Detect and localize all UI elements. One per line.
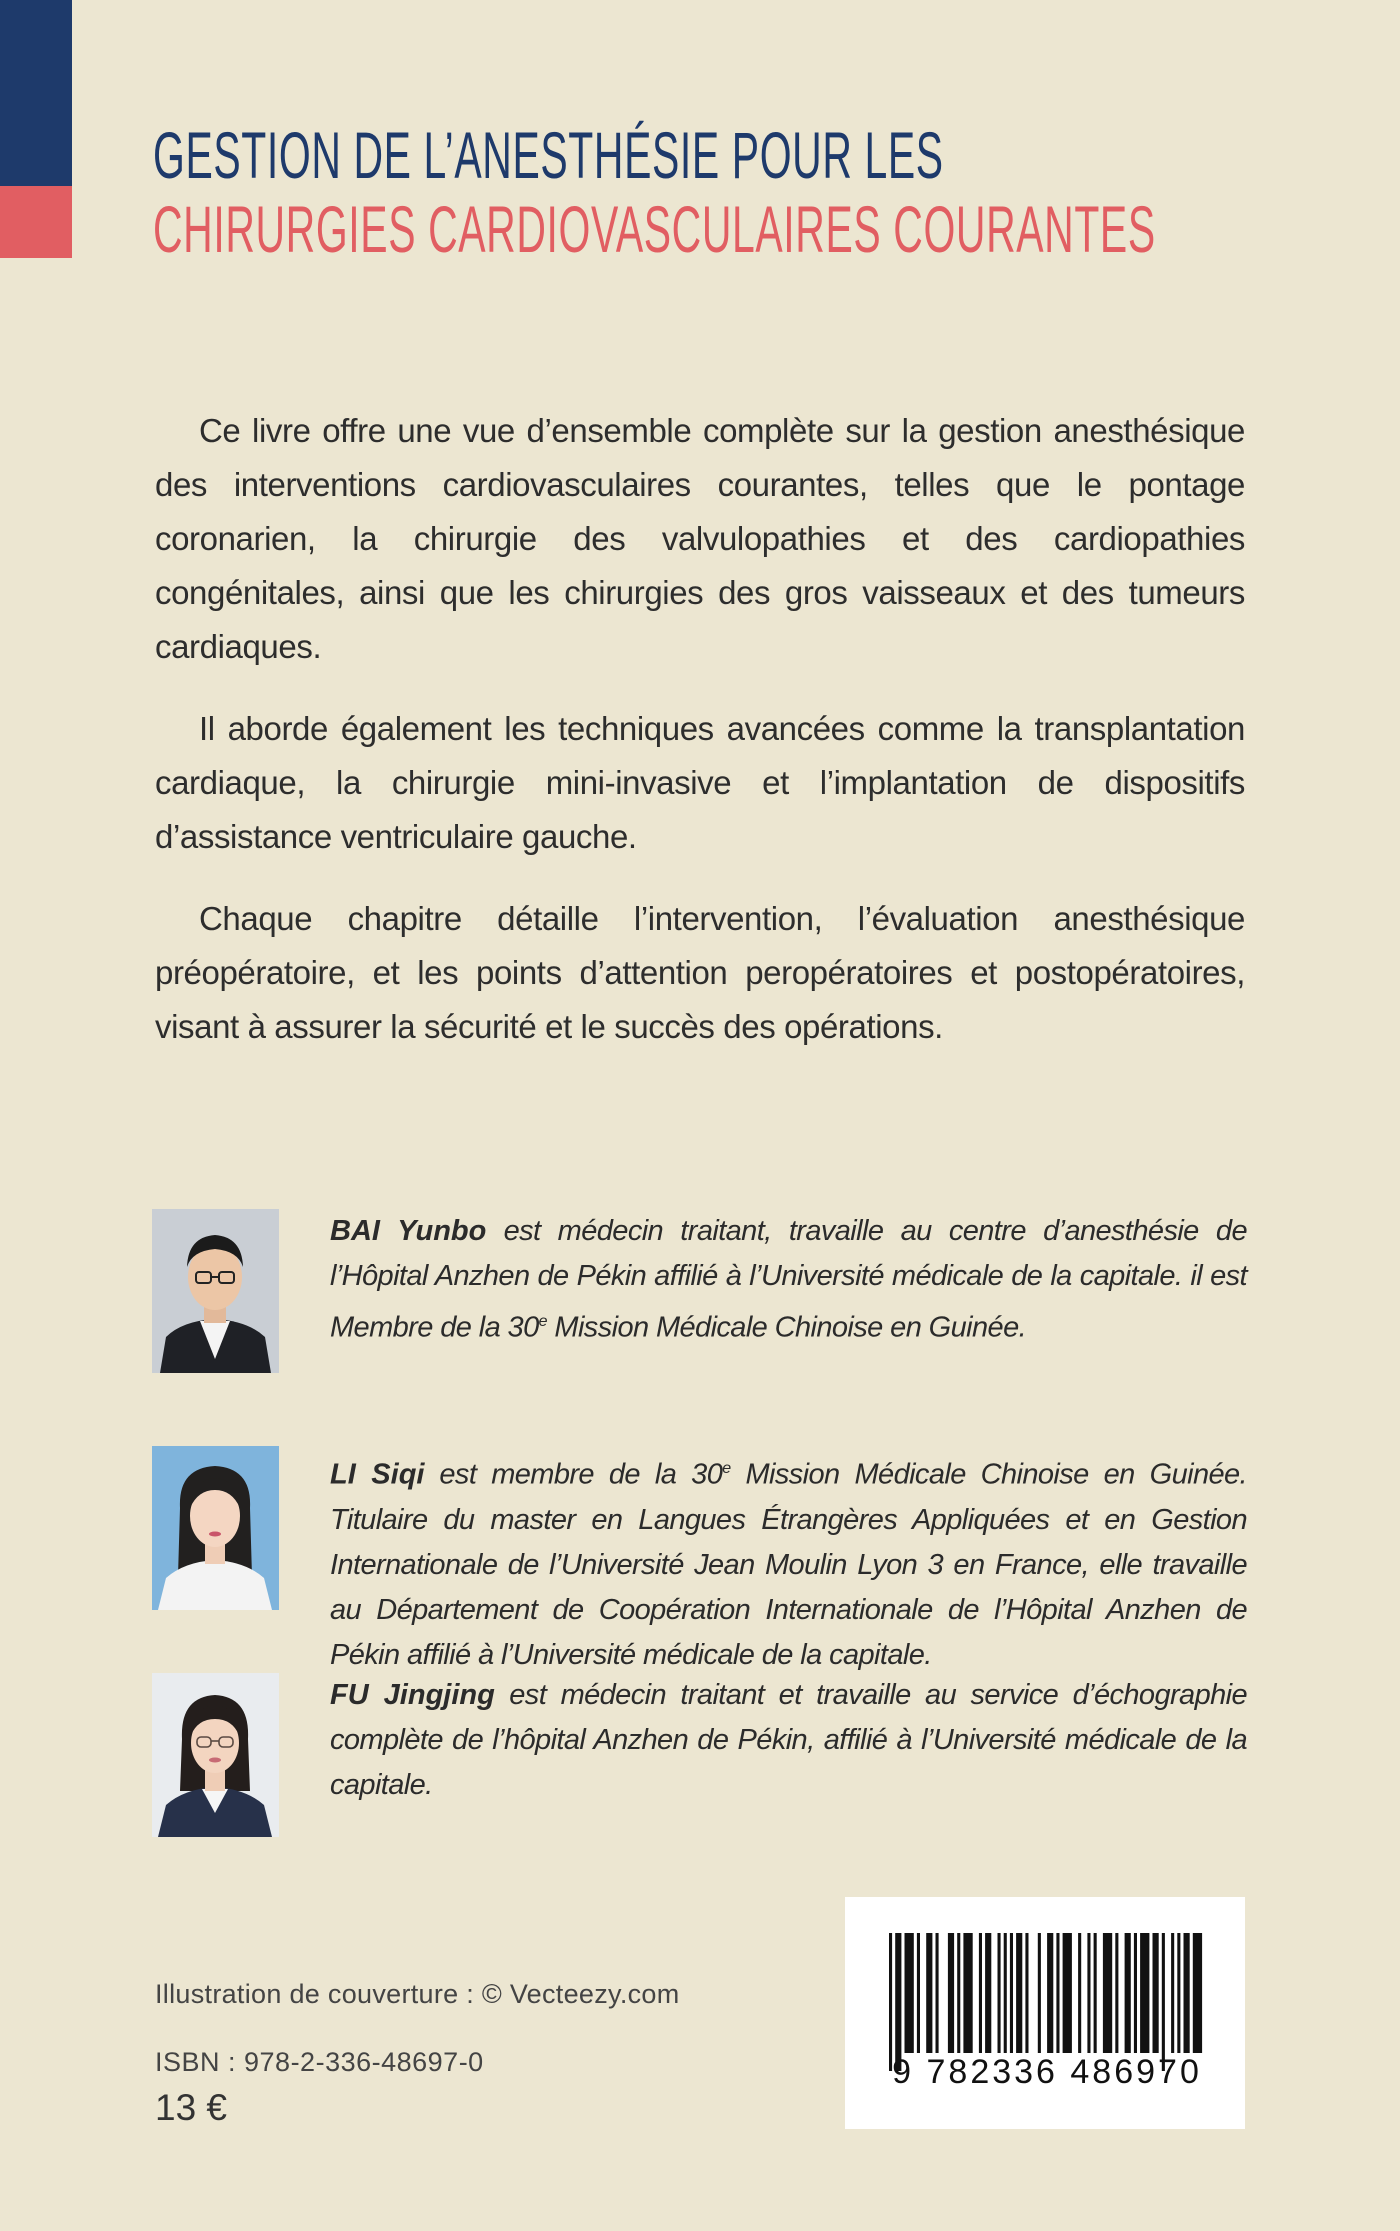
barcode-bar [1140, 1933, 1149, 2053]
barcode-bar [1063, 1933, 1072, 2053]
top-left-coral-band [0, 186, 72, 258]
barcode-bar [1010, 1933, 1013, 2053]
author-bio [330, 1209, 1247, 1351]
summary-paragraph-3: Chaque chapitre détaille l’intervention, l’évaluation anesthésique préopératoire, et les points d’attention peropératoires et postopératoires, visant à assurer la sécurité et le succès des opérations. [155, 900, 1245, 1045]
barcode-bar [1016, 1933, 1022, 2053]
barcode-bar [1078, 1933, 1081, 2053]
barcode-bar [1177, 1933, 1180, 2053]
author-photo [152, 1673, 279, 1837]
ordinal-suffix: e [722, 1460, 731, 1477]
barcode-bar [998, 1933, 1001, 2053]
cover-illustration-credit: Illustration de couverture : © Vecteezy.com [155, 1979, 680, 2009]
barcode-bars [845, 1897, 1245, 2129]
summary-paragraph-1: Ce livre offre une vue d’ensemble complète sur la gestion anesthésique des interventions cardiovasculaires courantes, telles que le pontage coronarien, la chirurgie des valvulopathies et des cardiopathies congénitales, ainsi que les chirurgies des gros vaisseaux et des tumeurs cardiaques. [155, 412, 1245, 665]
top-left-navy-band [0, 0, 72, 186]
barcode-bar [979, 1933, 982, 2053]
author-name: FU Jingjing [330, 1679, 495, 1711]
title-line-2: CHIRURGIES CARDIOVASCULAIRES COURANTES [153, 192, 1156, 266]
barcode-bar [1087, 1933, 1090, 2053]
barcode-bar [1103, 1933, 1112, 2053]
author-name: BAI Yunbo [330, 1215, 487, 1247]
author-bio-text-cont: Mission Médicale Chinoise en Guinée. Titulaire du master en Langues Étrangères Appliquées et en Gestion Internationale de l’Université Jean Moulin Lyon 3 en France, elle travaille au Département de Coopération Internationale de l’Hôpital Anzhen de Pékin affilié à l’Université médicale de la capitale. [330, 1458, 1247, 1671]
barcode-bar [1115, 1933, 1118, 2053]
price: 13 € [155, 2087, 228, 2128]
barcode-bar [1056, 1933, 1059, 2053]
barcode-bar [1171, 1933, 1174, 2053]
barcode-bar [926, 1933, 932, 2053]
barcode-bar [1162, 1933, 1165, 2071]
barcode-bar [1047, 1933, 1053, 2053]
barcode-bar [1125, 1933, 1131, 2053]
barcode-bar [1094, 1933, 1097, 2053]
author-bio-text: est médecin traitant et travaille au service d’échographie complète de l’hôpital Anzhen de Pékin, affilié à l’Université médicale de la capitale. [330, 1679, 1247, 1801]
author-bio [330, 1673, 1247, 1808]
barcode-bar [963, 1933, 972, 2053]
summary-paragraph-2: Il aborde également les techniques avancées comme la transplantation cardiaque, la chirurgie mini-invasive et l’implantation de dispositifs d’assistance ventriculaire gauche. [155, 710, 1245, 855]
barcode-bar [1193, 1933, 1202, 2053]
author-bio [330, 1446, 1247, 1678]
barcode-bar [1025, 1933, 1028, 2053]
author-photo [152, 1446, 279, 1610]
barcode-digits: 9 782336 486970 [892, 2053, 1202, 2091]
barcode-bar [1153, 1933, 1159, 2053]
author-name: LI Siqi [330, 1458, 425, 1491]
author-bio-text-cont: Mission Médicale Chinoise en Guinée. [546, 1311, 1027, 1344]
author-bio-text: est membre de la 30 [424, 1458, 723, 1491]
isbn-barcode [845, 1897, 1245, 2129]
book-title [153, 118, 1293, 266]
isbn: ISBN : 978-2-336-48697-0 [155, 2047, 484, 2077]
barcode-bar [1004, 1933, 1007, 2053]
barcode-bar [905, 1933, 914, 2053]
title-line-1: GESTION DE L’ANESTHÉSIE POUR LES [153, 118, 944, 192]
barcode-bar [1184, 1933, 1190, 2053]
ordinal-suffix: e [538, 1313, 547, 1330]
barcode-bar [936, 1933, 939, 2053]
barcode-bar [917, 1933, 920, 2053]
barcode-bar [957, 1933, 960, 2053]
book-summary [155, 404, 1245, 1082]
barcode-bar [1038, 1933, 1041, 2053]
barcode-bar [889, 1933, 892, 2071]
author-photo [152, 1209, 279, 1373]
barcode-bar [895, 1933, 901, 2071]
author-bio-text: est médecin traitant, travaille au centre d’anesthésie de l’Hôpital Anzhen de Pékin affilié à l’Université médicale de la capitale. il est Membre de la 30 [330, 1215, 1247, 1344]
barcode-bar [985, 1933, 991, 2053]
barcode-bar [948, 1933, 954, 2053]
barcode-bar [1134, 1933, 1137, 2053]
